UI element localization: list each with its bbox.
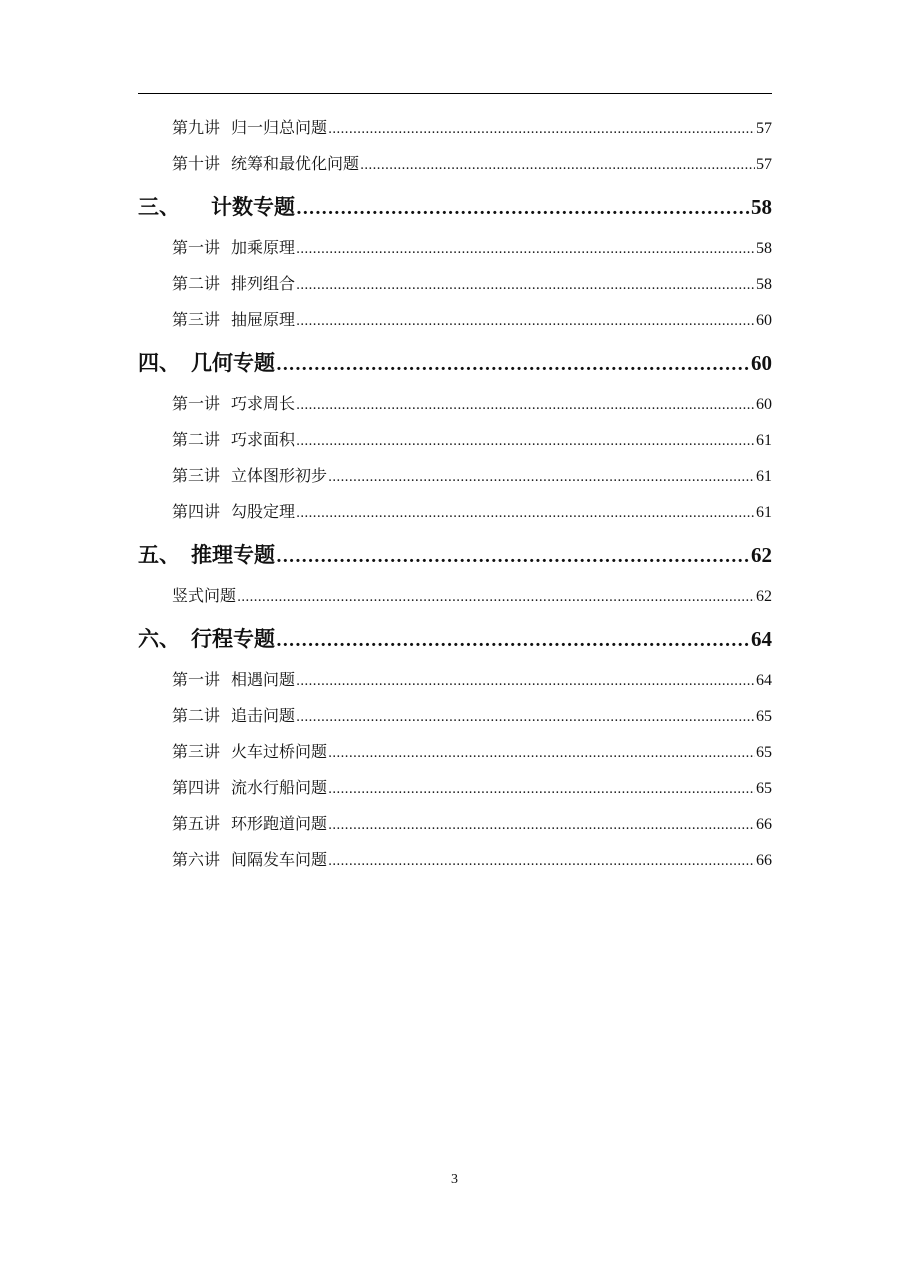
toc-page-number: 58	[756, 240, 772, 257]
toc-lecture-entry[interactable]	[138, 386, 772, 422]
toc-entry-title	[172, 110, 327, 146]
toc-entry-label: 竖式问题	[172, 586, 237, 605]
toc-page-number: 62	[756, 588, 772, 605]
toc-entry-label: 追击问题	[231, 706, 296, 725]
toc-entry-prefix: 第三讲	[172, 742, 221, 761]
toc-entry-prefix: 第五讲	[172, 814, 221, 833]
toc-dot-leader	[296, 230, 755, 266]
toc-entry-title	[172, 578, 236, 614]
toc-dot-leader	[296, 494, 755, 530]
toc-entry-title	[172, 662, 295, 698]
toc-entry-prefix: 第四讲	[172, 502, 221, 521]
toc-page-number: 65	[756, 744, 772, 761]
toc-dot-leader	[360, 146, 755, 182]
toc-dot-leader	[296, 422, 755, 458]
toc-entry-title	[138, 618, 275, 660]
toc-entry-prefix: 第三讲	[172, 466, 221, 485]
toc-entry-title	[172, 422, 295, 458]
toc-entry-label: 行程专题	[191, 626, 275, 651]
toc-entry-prefix: 第二讲	[172, 706, 221, 725]
toc-entry-title	[172, 146, 359, 182]
toc-page-number: 58	[751, 195, 772, 219]
toc-entry-label: 归一归总问题	[231, 118, 328, 137]
toc-entry-label: 推理专题	[191, 542, 275, 567]
toc-entry-prefix: 第一讲	[172, 238, 221, 257]
toc-page-number: 60	[756, 312, 772, 329]
toc-entry-label: 流水行船问题	[231, 778, 328, 797]
toc-lecture-entry[interactable]	[138, 842, 772, 878]
toc-dot-leader	[296, 302, 755, 338]
toc-lecture-entry[interactable]	[138, 146, 772, 182]
toc-entry-title	[172, 302, 295, 338]
toc-entry-title	[172, 806, 327, 842]
toc-entry-prefix: 第三讲	[172, 310, 221, 329]
toc-lecture-entry[interactable]	[138, 734, 772, 770]
toc-page-number: 61	[756, 468, 772, 485]
toc-entry-label: 环形跑道问题	[231, 814, 328, 833]
toc-entry-prefix: 五、	[138, 542, 180, 567]
toc-dot-leader	[296, 186, 750, 228]
toc-dot-leader	[328, 110, 755, 146]
toc-page-number: 57	[756, 156, 772, 173]
toc-dot-leader	[328, 770, 755, 806]
toc-page-number: 58	[756, 276, 772, 293]
toc-dot-leader	[296, 698, 755, 734]
toc-page-number: 64	[751, 627, 772, 651]
toc-lecture-entry[interactable]	[138, 806, 772, 842]
toc-entry-label: 巧求周长	[231, 394, 296, 413]
toc-entry-prefix: 第二讲	[172, 430, 221, 449]
toc-entry-prefix: 六、	[138, 626, 180, 651]
toc-entry-prefix: 四、	[138, 350, 180, 375]
toc-dot-leader	[328, 734, 755, 770]
toc-section-entry[interactable]	[138, 186, 772, 228]
toc-entry-title	[172, 842, 327, 878]
table-of-contents	[138, 110, 772, 878]
toc-entry-label: 排列组合	[231, 274, 296, 293]
toc-entry-title	[172, 458, 327, 494]
toc-dot-leader	[276, 534, 750, 576]
toc-entry-label: 间隔发车问题	[231, 850, 328, 869]
toc-dot-leader	[296, 386, 755, 422]
toc-page-number: 64	[756, 672, 772, 689]
toc-entry-prefix: 三、	[138, 194, 180, 219]
toc-entry-label: 加乘原理	[231, 238, 296, 257]
toc-entry-title	[172, 734, 327, 770]
toc-entry-title	[138, 186, 295, 228]
toc-dot-leader	[276, 342, 750, 384]
toc-entry-prefix: 第十讲	[172, 154, 221, 173]
toc-entry-prefix: 第九讲	[172, 118, 221, 137]
toc-lecture-entry[interactable]	[138, 302, 772, 338]
toc-section-entry[interactable]	[138, 342, 772, 384]
toc-page-number: 61	[756, 504, 772, 521]
toc-lecture-entry[interactable]	[138, 770, 772, 806]
toc-dot-leader	[237, 578, 755, 614]
toc-page-number: 66	[756, 852, 772, 869]
toc-entry-label: 几何专题	[191, 350, 275, 375]
toc-entry-prefix: 第四讲	[172, 778, 221, 797]
toc-dot-leader	[296, 662, 755, 698]
toc-dot-leader	[328, 806, 755, 842]
toc-lecture-entry[interactable]	[138, 110, 772, 146]
toc-lecture-entry[interactable]	[138, 458, 772, 494]
toc-entry-prefix: 第一讲	[172, 670, 221, 689]
toc-entry-label: 火车过桥问题	[231, 742, 328, 761]
toc-dot-leader	[296, 266, 755, 302]
toc-page-number: 65	[756, 780, 772, 797]
toc-entry-label: 统筹和最优化问题	[231, 154, 360, 173]
toc-page-number: 61	[756, 432, 772, 449]
toc-entry-title	[138, 534, 275, 576]
toc-lecture-entry[interactable]	[138, 266, 772, 302]
toc-entry-label: 抽屉原理	[231, 310, 296, 329]
toc-entry-title	[172, 698, 295, 734]
toc-page-number: 66	[756, 816, 772, 833]
page-number: 3	[451, 1172, 458, 1187]
toc-page-number: 65	[756, 708, 772, 725]
toc-page-number: 62	[751, 543, 772, 567]
toc-entry-prefix: 第一讲	[172, 394, 221, 413]
toc-entry-title	[172, 266, 295, 302]
toc-lecture-entry[interactable]	[138, 494, 772, 530]
toc-section-entry[interactable]	[138, 618, 772, 660]
toc-entry-label: 计数专题	[211, 194, 295, 219]
toc-page-number: 60	[751, 351, 772, 375]
toc-entry-prefix: 第二讲	[172, 274, 221, 293]
toc-entry-label: 勾股定理	[231, 502, 296, 521]
toc-page-number: 57	[756, 120, 772, 137]
toc-entry-title	[138, 342, 275, 384]
header-rule	[138, 93, 772, 94]
toc-entry-label: 巧求面积	[231, 430, 296, 449]
toc-lecture-entry[interactable]	[138, 662, 772, 698]
toc-lecture-entry[interactable]	[138, 698, 772, 734]
toc-entry-prefix: 第六讲	[172, 850, 221, 869]
toc-entry-title	[172, 230, 295, 266]
toc-entry-title	[172, 770, 327, 806]
toc-dot-leader	[328, 842, 755, 878]
toc-entry-label: 相遇问题	[231, 670, 296, 689]
toc-lecture-entry[interactable]	[138, 422, 772, 458]
toc-entry-title	[172, 386, 295, 422]
toc-lecture-entry[interactable]	[138, 230, 772, 266]
toc-lecture-entry[interactable]	[138, 578, 772, 614]
toc-entry-title	[172, 494, 295, 530]
toc-page-number: 60	[756, 396, 772, 413]
toc-dot-leader	[276, 618, 750, 660]
toc-dot-leader	[328, 458, 755, 494]
toc-entry-label: 立体图形初步	[231, 466, 328, 485]
toc-section-entry[interactable]	[138, 534, 772, 576]
